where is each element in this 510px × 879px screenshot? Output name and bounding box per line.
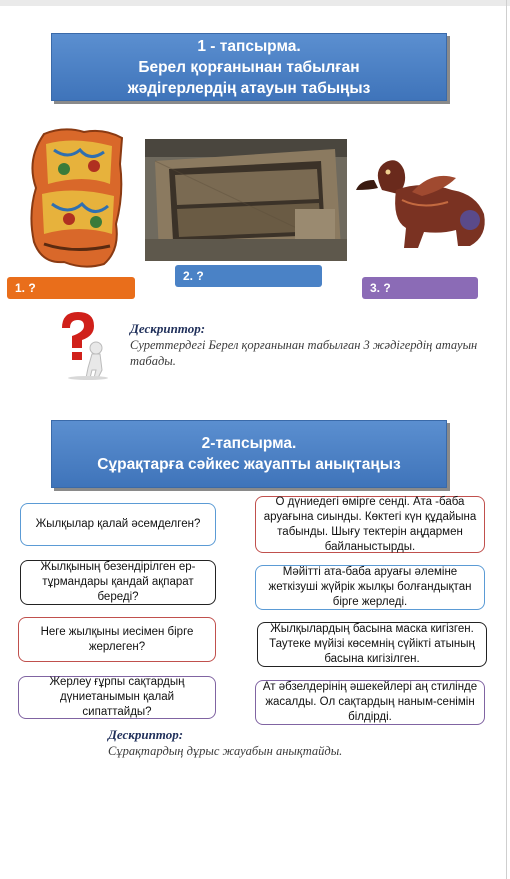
question-box-1: Жылқылар қалай әсемделген? <box>20 503 216 546</box>
artifact-label-2: 2. ? <box>175 265 322 287</box>
question-box-3: Неге жылқыны иесімен бірге жерлеген? <box>18 617 216 662</box>
artifact-saddle-image <box>24 124 130 270</box>
task1-descriptor-heading: Дескриптор: <box>130 321 206 336</box>
task2-banner <box>51 420 447 488</box>
artifact-griffin-image <box>352 150 492 260</box>
artifact-coffin-image <box>145 139 347 261</box>
task2-descriptor-text: Сұрақтардың дұрыс жауабын анықтайды. <box>108 744 343 758</box>
task1-title-line3: жәдігерлердің атауын табыңыз <box>127 79 371 97</box>
task2-title-line1: 2-тапсырма. <box>201 435 297 452</box>
task1-title-line2: Берел қорғанынан табылған <box>138 58 360 76</box>
artifact-label-1: 1. ? <box>7 277 135 299</box>
top-strip <box>0 0 510 6</box>
question-box-4: Жерлеу ғұрпы сақтардың дүниетанымын қалай сипаттайды? <box>18 676 216 719</box>
answer-box-4: Ат әбзелдерінің әшекейлері аң стилінде жасалды. Ол сақтардың наным-сенімін білдірді. <box>255 680 485 725</box>
question-box-2: Жылқының безендірілген ер-тұрмандары қандай ақпарат береді? <box>20 560 216 605</box>
task1-title-line1: 1 - тапсырма. <box>197 37 301 55</box>
task1-descriptor-text: Суреттердегі Берел қорғанынан табылған 3 жәдігердің атауын табады. <box>130 338 478 368</box>
answer-box-2: Мәйітті ата-баба аруағы әлеміне жеткізуші жүйрік жылқы болғандықтан бірге жерледі. <box>255 565 485 610</box>
answer-box-3: Жылқылардың басына маска кигізген. Таутеке мүйізі көсемнің сүйікті атының басына кигізілген. <box>257 622 487 667</box>
task2-title-line2: Сұрақтарға сәйкес жауапты анықтаңыз <box>97 456 401 473</box>
artifact-label-3: 3. ? <box>362 277 478 299</box>
question-man-icon <box>48 308 114 380</box>
task2-descriptor-heading: Дескриптор: <box>108 727 184 742</box>
page-edge-line <box>506 0 507 879</box>
task1-banner <box>51 33 447 101</box>
answer-box-1: О дүниедегі өмірге сенді. Ата -баба аруағына сиынды. Көктегі күн құдайына табынды. Шығу тектерін аңдармен байланыстырды. <box>255 496 485 553</box>
